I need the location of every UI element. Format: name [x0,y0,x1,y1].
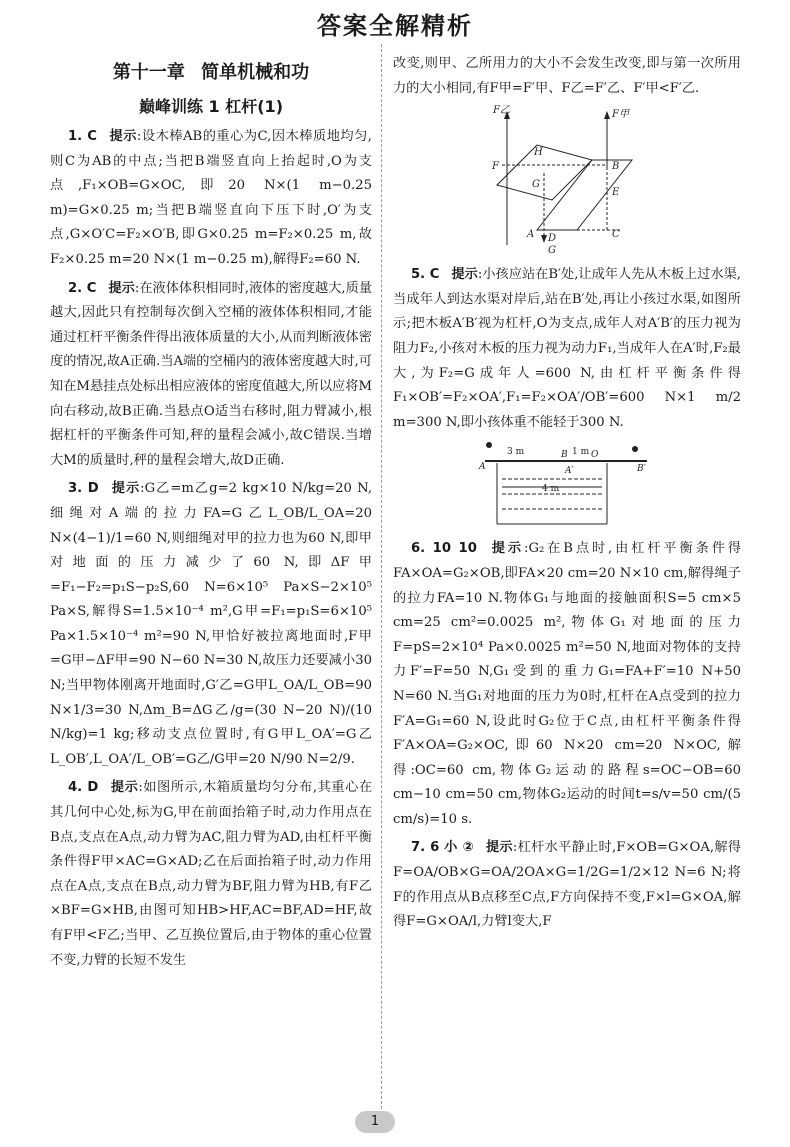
figure-label: A [479,462,486,473]
figure-label: 1 m [572,447,590,458]
hint-label: 提示 [451,267,478,283]
figure-label: A [527,229,535,241]
hint-label: 提示 [110,481,141,497]
figure-label: A′ [565,466,574,477]
answer-1 [50,125,372,273]
hint-label: 提示 [485,840,513,856]
answer-5 [393,263,741,435]
answer-4-continued [393,52,741,101]
figure-label: F乙 [493,105,510,117]
figure-label: G [548,245,556,256]
answer-text: :杠杆水平静止时,F×OB=G×OA,解得F=OA/OB×G=OA/2OA×G=1/2G=1/2×12 N=6 N;将F的作用点从B点移至C点,F方向保持不变,F×l=G×OA,解得F=G×OA/l,力臂l变大,F [393,840,742,930]
right-column [393,52,741,939]
figure-label: B′ [637,464,646,475]
answer-number: 3. D [68,481,99,497]
page-title: 答案全解精析 [317,12,473,40]
box-lever-figure [492,105,642,255]
canal-plank-figure [477,439,657,529]
answer-text: 改变,则甲、乙所用力的大小不会发生改变,即与第一次所用力的大小相同,有F甲=F′甲、F乙=F′乙、F′甲<F′乙. [393,56,741,96]
figure-label: 4 m [542,484,560,495]
figure-label: O [591,450,599,461]
section-title: 巅峰训练 1 杠杆(1) [138,97,284,116]
figure-label: B [612,161,620,173]
figure-label: F甲 [612,109,629,121]
answer-7 [393,836,741,934]
figure-label: B [561,450,568,461]
person-icon [486,442,492,448]
figure-label: E [612,187,620,199]
answer-number: 2. C [68,280,97,296]
figure-label: D [548,233,557,245]
hint-label: 提示 [110,780,139,796]
child-icon [632,446,638,452]
hint-label: 提示 [108,280,135,296]
answer-number: 6. 10 10 [411,541,477,557]
answer-number: 5. C [411,267,440,283]
figure-label: F [492,161,499,173]
left-column [50,52,372,977]
figure-label: H [534,147,543,159]
hint-label: 提示 [488,541,524,557]
answer-text: :G乙=m乙g=2 kg×10 N/kg=20 N,细绳对A端的拉力FA=G乙L_OB/L_OA=20 N×(4−1)/1=60 N,则细绳对甲的拉力也为60 N,即甲对地面的压力减少了60 N,即ΔF甲=F₁−F₂=p₁S−p₂S,60 N=6×10⁵ Pa×S−2×10⁵ Pa×S,解得S=1.5×10⁻⁴ m²,G甲=F₁=p₁S=6×10⁵ Pa×1.5×10⁻⁴ m²=90 N,甲恰好被拉离地面时,F甲=G甲−ΔF甲=90 N−60 N=30 N,故压力还要减小30 N;当甲物体刚离开地面时,G′乙=G甲L_OA/L_OB=90 N×1/3=30 N,Δm_B=ΔG乙/g=(30 N−20 N)/(10 N/kg)=1 kg;移动支点位置时,有G甲L_OA′=G乙L_OB′,L_OA′/L_OB′=G乙/G甲=20 N/90 N=2/9. [50,481,373,767]
answer-number: 4. D [68,780,99,796]
tilted-box-top [497,145,592,200]
chapter-title: 第十一章 简单机械和功 [112,62,310,83]
answer-text: :如图所示,木箱质量均匀分布,其重心在其几何中心处,标为G,甲在前面抬箱子时,动力作用点在B点,支点在A点,动力臂为AC,阻力臂为AD,由杠杆平衡条件得F甲×AC=G×AD;乙在后面抬箱子时,动力作用点在A点,支点在B点,动力臂为BF,阻力臂为HB,有F乙×BF=G×HB,由图可知HB>HF,AC=BF,AD=HF,故有F甲<F乙;当甲、乙互换位置后,由于物体的重心位置不变,力臂的长短不发生 [50,780,373,968]
figure-label: C [612,229,620,241]
answer-6 [393,537,741,832]
hint-label: 提示 [108,129,137,144]
answer-text: :小孩应站在B′处,让成年人先从木板上过水渠,当成年人到达水渠对岸后,站在B′处,再让小孩过水渠,如图所示;把木板A′B′视为杠杆,O为支点,成年人对A′B′的压力视为阻力F₂,小孩对木板的压力视为动力F₁,当成年人在A′时,F₂最大,为F₂=G成年人=600 N,由杠杆平衡条件得F₁×OB′=F₂×OA′,F₁=F₂×OA′/OB′=600 N×1 m/2 m=300 N,即小孩体重不能轻于300 N. [393,267,741,430]
answer-2 [50,277,372,474]
page-number: 1 [355,1111,395,1133]
answer-text: :G₂在B点时,由杠杆平衡条件得FA×OA=G₂×OB,即FA×20 cm=20 N×10 cm,解得绳子的拉力FA=10 N.物体G₁与地面的接触面积S=5 cm×5 cm=25 cm²=0.0025 m²,物体G₁对地面的压力F=pS=2×10⁴ Pa×0.0025 m²=50 N,地面对物体的支持力F′=F=50 N,G₁受到的重力G₁=FA+F′=10 N+50 N=60 N.当G₁对地面的压力为0时,杠杆在A点受到的拉力F′A=G₁=60 N,设此时G₂位于C点,由杠杆平衡条件得F′A×OA=G₂×OC,即60 N×20 cm=20 N×OC,解得:OC=60 cm,物体G₂运动的路程s=OC−OB=60 cm−10 cm=50 cm,物体G₂运动的时间t=s/v=50 cm/(5 cm/s)=10 s. [393,541,742,827]
figure-label: 3 m [507,447,525,458]
column-divider [381,44,382,1119]
answer-number: 1. C [68,129,97,144]
answer-text: :在液体体积相同时,液体的密度越大,质量越大,因此只有控制每次倒入空桶的液体体积相同,才能通过杠杆平衡条件得出液体质量的大小,从而判断液体密度的情况,故A正确.当A端的空桶内的液体密度越大时,可知在M悬挂点处标出相应液体的密度值越大,所以应将M向右移动,故B正确.当悬点O适当右移时,阻力臂减小,根据杠杆的平衡条件可知,秤的量程会减小,故C错误.当增大M的质量时,秤的量程会增大,故D正确. [50,280,373,468]
answer-number: 7. 6 小 ② [411,840,474,856]
answer-3 [50,477,372,772]
figure-label: G [532,179,540,191]
answer-4 [50,776,372,973]
answer-text: :设木棒AB的重心为C,因木棒质地均匀,则C为AB的中点;当把B端竖直向上抬起时,O为支点,F₁×OB=G×OC,即20 N×(1 m−0.25 m)=G×0.25 m;当把B端竖直向下压下时,O′为支点,G×O′C=F₂×O′B,即G×0.25 m=F₂×0.25 m,故F₂×0.25 m=20 N×(1 m−0.25 m),解得F₂=60 N. [50,129,372,267]
